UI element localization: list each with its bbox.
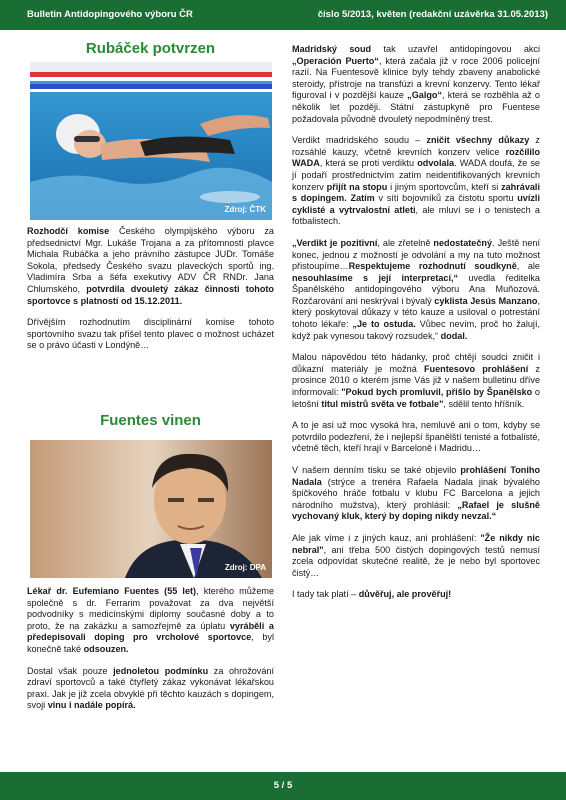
emphasis-text: nesouhlasíme s její interpretací,“ (292, 272, 459, 283)
body-text: z prosince 2010 o kterém jsme Vás již v našem bulletinu dříve informovali: (292, 363, 540, 398)
body-text: . Ještě není konec, jednou z možností je odvolání a my na tuto možnost přistoupíme… (292, 237, 541, 272)
emphasis-text: Respektujeme rozhodnutí soudkyně (348, 261, 517, 272)
emphasis-text: uvízli cyklisté a vytrvalostní atleti (292, 193, 540, 215)
fuentes-photo (30, 440, 272, 578)
emphasis-text: přijít na stopu (326, 181, 388, 192)
right-paragraph-3 (292, 238, 540, 342)
emphasis-text: odsouzen. (83, 643, 129, 654)
emphasis-text: „Verdikt je pozitivní (292, 237, 378, 248)
right-paragraph-5 (292, 420, 540, 455)
body-text: Dostal však pouze (27, 665, 114, 676)
emphasis-text: odvolala (417, 158, 455, 169)
body-text: Ale jak víme i z jiných kauz, ani prohlášení: (292, 532, 481, 543)
issue-info: číslo 5/2013, květen (redakční uzávěrka 31.05.2013) (317, 9, 548, 20)
emphasis-text: "Že nikdy nic nebral" (292, 532, 540, 555)
emphasis-text: jednoletou podmínku (113, 665, 209, 676)
body-text: , byl konečně také (27, 632, 274, 654)
emphasis-text: titul mistrů světa ve fotbale" (321, 398, 444, 409)
emphasis-text: „Rafael je slušně vychovaný kluk, který by doping nikdy nevzal.“ (292, 499, 540, 522)
right-paragraph-2 (292, 135, 540, 228)
body-text: A to je asi už moc vysoká hra, nemluvě ani o tom, kdyby se potvrdilo podezření, že i nejlepší španělští tenisté a fotbalisté, včetně těch, kteří hrají v Barceloně i Madridu… (292, 420, 540, 454)
body-text: v síti bojovníků za čistotu sportu (374, 193, 518, 204)
emphasis-text: cyklista Jesús Manzano (434, 295, 538, 306)
body-text: , která se rozběhla až o několik let později. Státní zástupkyně pro Fuentese požadovala původně dvouletý nepodmíněný trest. (292, 90, 540, 124)
photo-credit-1: Zdroj: ČTK (224, 205, 266, 214)
body-text: , která se proti verdiktu (319, 158, 418, 169)
swimmer-photo (30, 62, 272, 220)
body-text: o letošní (292, 387, 540, 409)
portrait-illustration (30, 440, 272, 578)
emphasis-text: "Pokud bych promluvil, (341, 387, 447, 398)
body-text: Malou nápovědou této hádanky, proč chtějí soudci zničit i důkazní materiály je možná (292, 352, 540, 374)
page-number: 5 / 5 (273, 780, 293, 791)
body-text: (strýce a trenéra Rafaela Nadala jinak bývalého špičkového hráče fotbalu v klubu FC Barcelona a jejich národního mužstva), který prohlásil: (292, 476, 540, 510)
emphasis-text: zahrávali s dopingem. Zatím (292, 181, 540, 204)
right-paragraph-1 (292, 44, 540, 125)
emphasis-text: vyráběli a předepisovali doping pro vrcholové sportovce (27, 620, 274, 643)
emphasis-text: potvrdila dvouletý zákaz činnosti tohoto sportovce s platností od 15.12.2011. (27, 283, 274, 306)
body-text: , ani třeba 500 čistých dopingových testů nemusí zcela odpovídat skutečné realitě, že je nebo byl sportovec čistý… (292, 544, 540, 578)
emphasis-text: dodal. (440, 330, 468, 341)
article2-body (27, 586, 274, 722)
body-text: , sdělil tento hříšník. (443, 398, 525, 409)
right-paragraph-7 (292, 533, 540, 579)
page-footer (0, 772, 566, 800)
emphasis-text: „Je to ostuda. (352, 319, 416, 330)
body-text: Verdikt madridského soudu – (292, 135, 427, 146)
emphasis-text: zničit všechny důkazy (426, 135, 530, 146)
right-paragraph-4 (292, 352, 540, 410)
body-text: uvedla ředitelka Španělského antidopingového výboru Ana Muñozová. Rozčarování ani neskrýval i bývalý (292, 272, 540, 306)
body-text: , kterého můžeme společně s dr. Ferrarim považovat za dva největší podvodníky s medicínskými diplomy současné doby a to proto, že na zakázku a samozřejmě za úplatu (27, 586, 275, 631)
body-text: V našem denním tisku se také objevilo (292, 465, 461, 475)
bulletin-title: Bulletin Antidopingového výboru ČR (27, 9, 193, 20)
article1-body (27, 226, 274, 362)
emphasis-text: „Galgo“ (407, 90, 443, 101)
emphasis-text: nedostatečný (433, 237, 493, 248)
article1-paragraph-1 (27, 226, 274, 307)
article2-paragraph-1 (27, 586, 274, 656)
body-text: i jiným sportovcům, kteří si (387, 181, 502, 192)
body-text: I tady tak platí – (292, 589, 359, 600)
body-text: , ale (516, 261, 540, 272)
body-text: . WADA doufá, že se jí podaří prostřednictvím zatím neidentifikovaných krevních konzerv (292, 158, 540, 192)
photo-credit-2: Zdroj: DPA (224, 563, 266, 572)
emphasis-text: Rozhodčí komise (27, 226, 110, 236)
article1-paragraph-2: Dřívějším rozhodnutím disciplinární komise tohoto sportovního svazu tak přišel tento plavec o možnost ucházet se o právo účasti v Londýně… (27, 317, 274, 351)
article2-paragraph-2 (27, 666, 274, 712)
body-text: Vůbec nevím, proč ho žalují, když pak vynesou takový rozsudek,“ (292, 319, 540, 341)
right-paragraph-8 (292, 589, 540, 601)
emphasis-text: přišlo by Španělsko (446, 387, 533, 398)
body-text: , ale zřetelně (377, 237, 434, 248)
body-text: , která začala již v roce 2006 policejní razií. Na Fuentesově klinice byly tehdy zbaveny anabolické steroidy, přístroje na transfúzi a krevní konzervy. Tento lékař figuroval i v pozdější kauze (292, 55, 540, 101)
article2-continued (292, 44, 540, 611)
emphasis-text: Fuentesovo prohlášení (423, 363, 529, 374)
body-text: Českého olympijského výboru za předsednictví Mgr. Lukáše Trojana a za přítomnosti plavce Michala Rubáčka a jeho právního zástupce JUDr. Tomáše Sokola, předsedy Českého svazu plaveckých sportů ing. Vladimíra Srba a šéfa exekutivy ADV ČR RNDr. Jana Chlumského, (27, 226, 274, 294)
emphasis-text: Madridský soud (292, 44, 372, 54)
article1-title: Rubáček potvrzen (85, 40, 216, 57)
emphasis-text: vinu i nadále popírá. (47, 700, 136, 711)
article2-title: Fuentes vinen (100, 412, 201, 429)
emphasis-text: prohlášení Toniho Nadala (292, 465, 540, 487)
swimmer-illustration (30, 62, 272, 220)
body-text: , který poskytoval důkazy v této kauze a usiloval o potrestání tohoto lékaře: (292, 295, 540, 330)
emphasis-text: Lékař dr. Eufemiano Fuentes (55 let) (27, 586, 197, 596)
body-text: za ohrožování zdraví sportovců a také čtyřletý zákaz vykonávat lékařskou praxi. Jak je již zcela obvyklé při těchto kauzách s dopingem, svoji (27, 665, 274, 711)
body-text: , ale mluví se i o tenistech a fotbalistech. (292, 204, 540, 227)
emphasis-text: důvěřuj, ale prověřuj! (358, 589, 452, 600)
body-text: z rozsáhlé kauzy, včetně krevních konzerv velice (292, 135, 540, 157)
emphasis-text: „Operación Puerto“ (292, 55, 379, 66)
bulletin-header (0, 0, 566, 30)
body-text: tak uzavřel antidopingovou akci (371, 44, 540, 54)
emphasis-text: rozčílilo WADA (292, 146, 540, 169)
right-paragraph-6 (292, 465, 540, 523)
